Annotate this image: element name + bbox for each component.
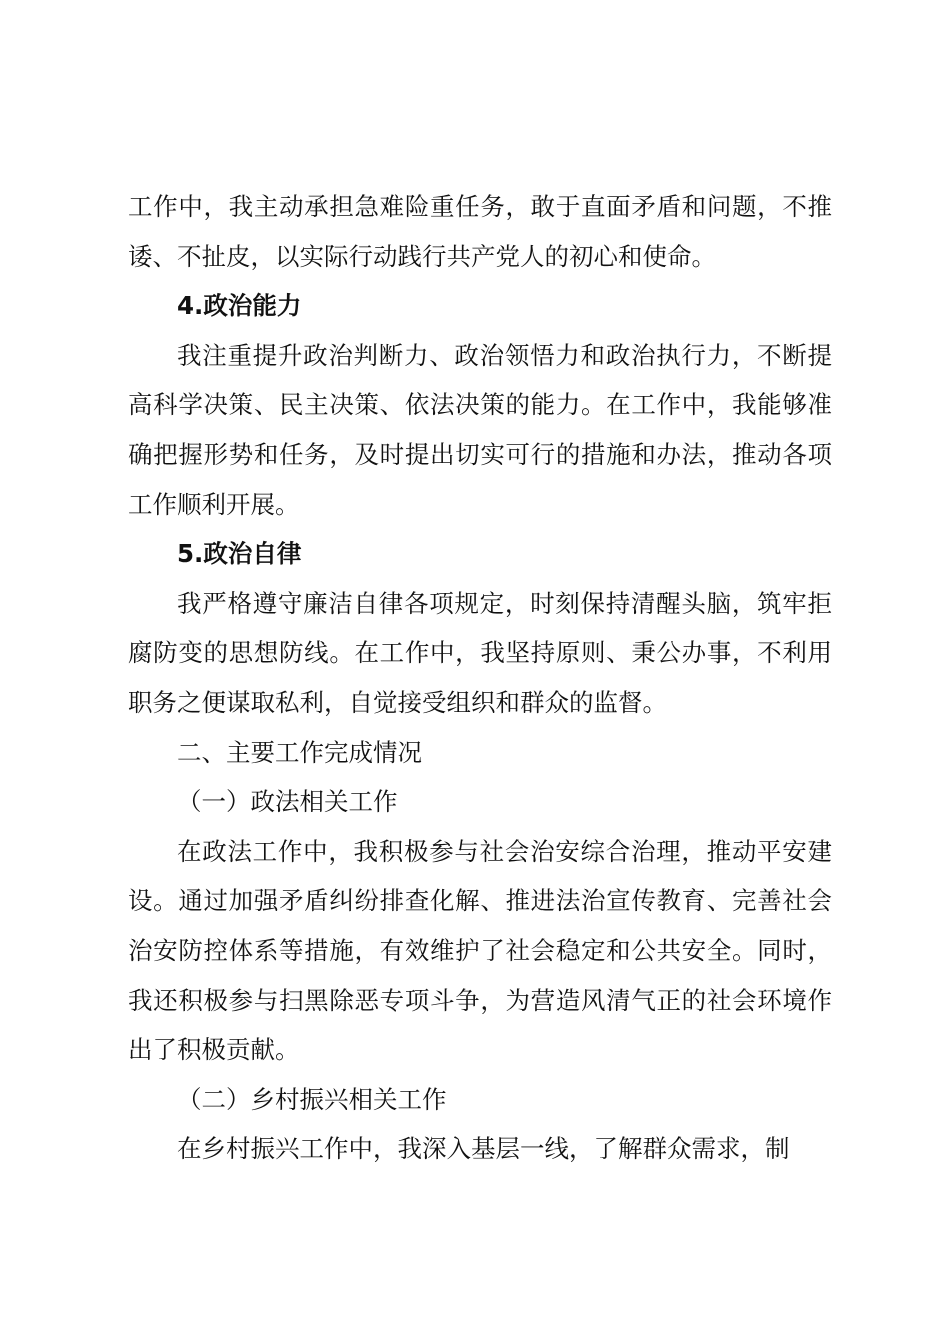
subsection-heading-rural-revitalization: （二）乡村振兴相关工作 xyxy=(177,1084,447,1114)
paragraph-continuation: 工作中，我主动承担急难险重任务，敢于直面矛盾和问题，不推诿、不扯皮，以实际行动践行共产党人的初心和使命。 xyxy=(128,192,832,271)
document-page xyxy=(128,182,832,1174)
paragraph-politics-law: 在政法工作中，我积极参与社会治安综合治理，推动平安建设。通过加强矛盾纠纷排查化解、推进法治宣传教育、完善社会治安防控体系等措施，有效维护了社会稳定和公共安全。同时，我还积极参与扫黑除恶专项斗争，为营造风清气正的社会环境作出了积极贡献。 xyxy=(128,836,832,1065)
heading-political-discipline: 5.政治自律 xyxy=(177,539,302,569)
subsection-heading-politics-law: （一）政法相关工作 xyxy=(177,787,398,817)
paragraph-political-ability: 我注重提升政治判断力、政治领悟力和政治执行力，不断提高科学决策、民主决策、依法决策的能力。在工作中，我能够准确把握形势和任务，及时提出切实可行的措施和办法，推动各项工作顺利开展。 xyxy=(128,340,832,519)
paragraph-political-discipline: 我严格遵守廉洁自律各项规定，时刻保持清醒头脑，筑牢拒腐防变的思想防线。在工作中，我坚持原则、秉公办事，不利用职务之便谋取私利，自觉接受组织和群众的监督。 xyxy=(128,588,832,717)
paragraph-rural-revitalization: 在乡村振兴工作中，我深入基层一线，了解群众需求，制 xyxy=(177,1134,790,1164)
heading-political-ability: 4.政治能力 xyxy=(177,291,302,321)
section-heading-main-work: 二、主要工作完成情况 xyxy=(177,737,422,767)
